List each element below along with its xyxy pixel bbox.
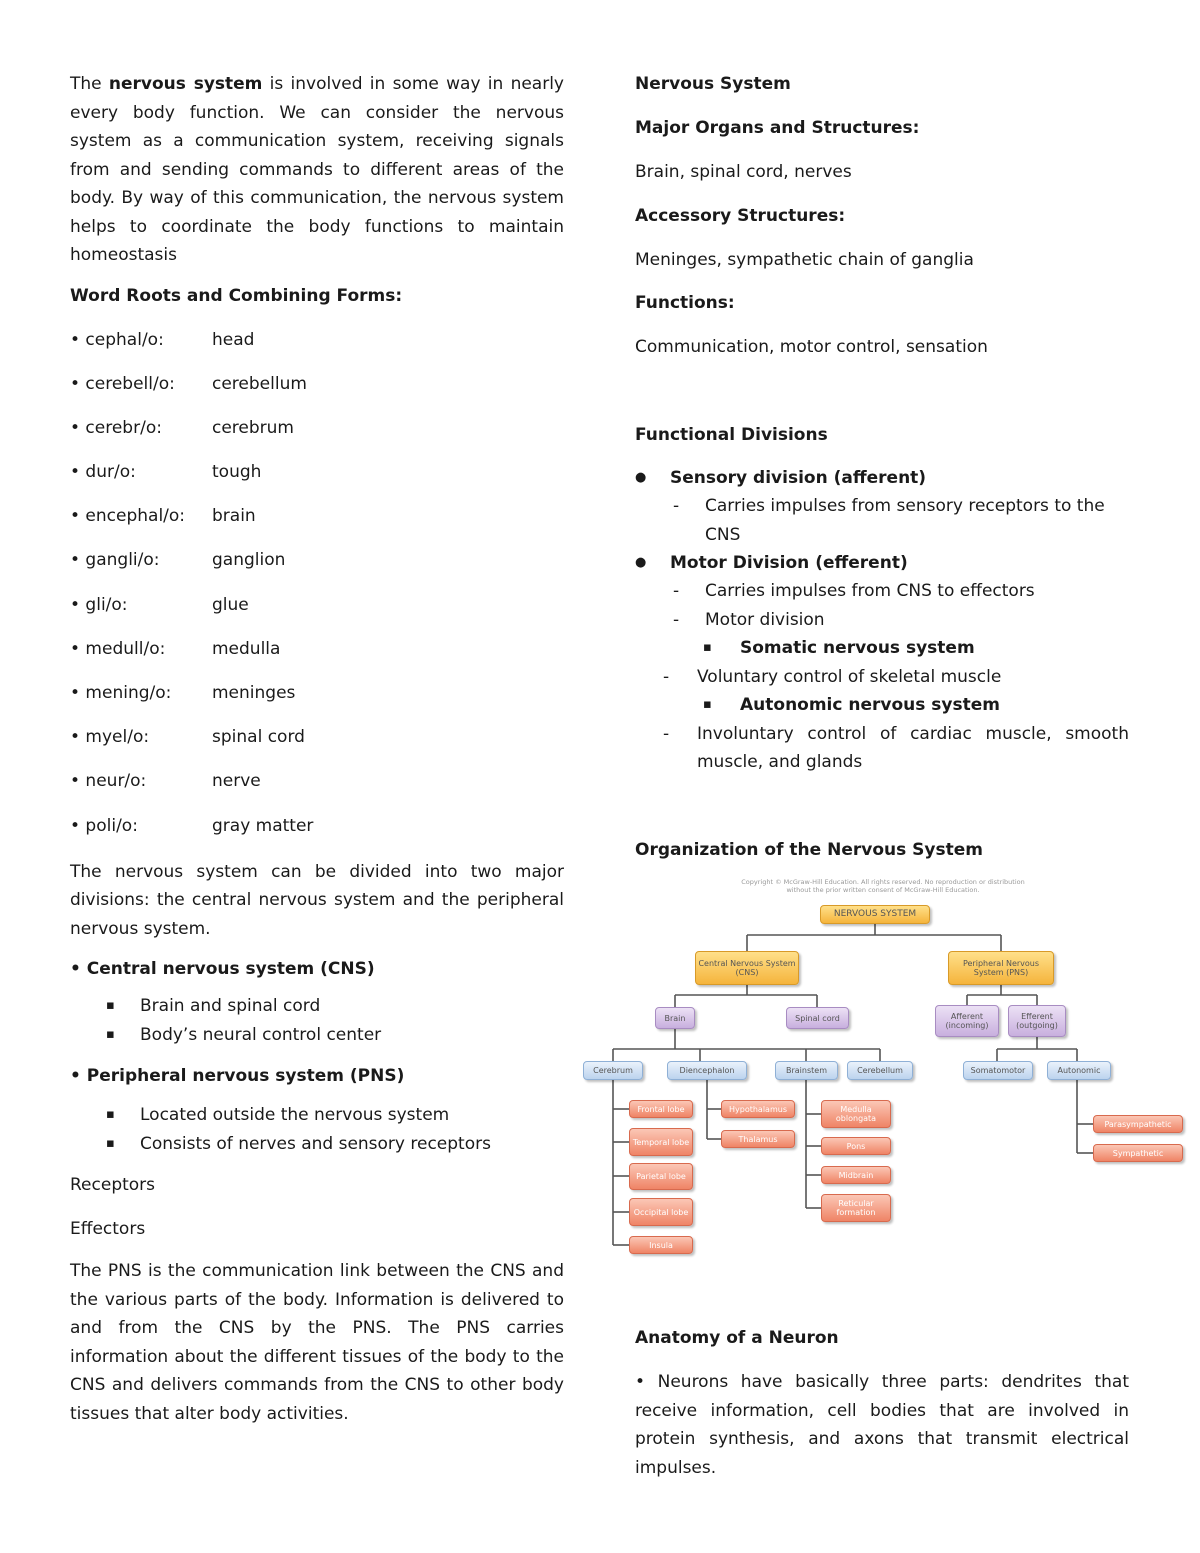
word-root-meaning: brain [212,506,256,527]
parasympathetic-node: Parasympathetic [1093,1115,1183,1133]
efferent-node: Efferent (outgoing) [1008,1005,1066,1037]
word-root-row [70,638,564,660]
copyright-notice: Copyright © McGraw-Hill Education. All rights reserved. No reproduction or distribution without the prior written consent of McGraw-Hill Education. [741,878,1025,894]
somatomotor-node: Somatomotor [963,1061,1033,1080]
word-root-row [70,461,564,483]
somatic-description: - Voluntary control of skeletal muscle [635,663,1129,692]
anatomy-heading: Anatomy of a Neuron [635,1328,839,1348]
section-title: Nervous System [635,74,791,94]
cns-list [70,992,564,1049]
functions-heading: Functions: [635,293,735,313]
word-root-meaning: meninges [212,683,296,703]
word-root-meaning: gray matter [212,815,314,836]
accessory-heading: Accessory Structures: [635,206,846,226]
word-roots-list [70,329,564,837]
word-root-meaning: head [212,329,255,350]
effectors-label: Effectors [70,1219,146,1240]
autonomic-description: - Involuntary control of cardiac muscle, smooth muscle, and glands [635,720,1129,777]
parietal-lobe-node: Parietal lobe [629,1163,693,1190]
occipital-lobe-node: Occipital lobe [629,1198,693,1226]
brainstem-node: Brainstem [775,1061,838,1080]
word-root-row [70,815,564,837]
spinal-cord-node: Spinal cord [786,1007,849,1029]
word-root-row [70,329,564,351]
word-root-meaning: tough [212,462,262,483]
word-root-row [70,594,564,616]
frontal-lobe-node: Frontal lobe [629,1100,693,1118]
word-root-row [70,682,564,704]
word-root-meaning: cerebellum [212,373,307,394]
right-column [635,70,1129,861]
thalamus-node: Thalamus [721,1130,795,1148]
word-root-row [70,373,564,395]
motor-division: ● Motor Division (efferent) [635,549,1129,577]
word-root-meaning: spinal cord [212,727,305,748]
organs-heading: Major Organs and Structures: [635,118,920,138]
intro-paragraph [70,70,564,270]
word-root-row [70,549,564,571]
word-root-row [70,505,564,527]
word-root-row [70,726,564,748]
organization-heading: Organization of the Nervous System [635,839,983,860]
word-roots-heading: Word Roots and Combining Forms: [70,285,403,306]
hypothalamus-node: Hypothalamus [721,1100,795,1118]
motor-division-label: - Motor division [635,606,1129,635]
somatic-heading: ▪ Somatic nervous system [635,634,1129,663]
word-root-term: • gli/o: [70,594,128,615]
word-root-meaning: nerve [212,771,261,792]
pns-node: Peripheral Nervous System (PNS) [948,951,1054,985]
pns-heading: • Peripheral nervous system (PNS) [70,1066,405,1087]
temporal-lobe-node: Temporal lobe [629,1128,693,1156]
list-item: ▪ Body’s neural control center [70,1021,564,1050]
pns-list [70,1101,564,1158]
midbrain-node: Midbrain [821,1166,891,1184]
word-root-term: • cerebell/o: [70,373,175,394]
word-root-meaning: cerebrum [212,417,294,438]
list-item: ▪ Located outside the nervous system [70,1101,564,1130]
word-root-term: • myel/o: [70,727,150,748]
word-root-term: • cephal/o: [70,329,164,350]
sensory-description: - Carries impulses from sensory receptors to the CNS [635,492,1129,549]
cns-heading: • Central nervous system (CNS) [70,959,375,980]
anatomy-section [635,1327,1129,1482]
list-item: ▪ Brain and spinal cord [70,992,564,1021]
autonomic-heading: ▪ Autonomic nervous system [635,691,1129,720]
accessory-text: Meninges, sympathetic chain of ganglia [635,250,974,270]
word-root-term: • gangli/o: [70,550,160,571]
sympathetic-node: Sympathetic [1093,1144,1183,1162]
functions-text: Communication, motor control, sensation [635,337,988,357]
cerebellum-node: Cerebellum [847,1061,913,1080]
nervous-system-node: NERVOUS SYSTEM [820,905,930,924]
nervous-system-organization-chart [583,875,1193,1265]
sensory-division: ● Sensory division (afferent) [635,464,1129,492]
divisions-paragraph: The nervous system can be divided into two major divisions: the central nervous system and the peripheral nervous system. [70,861,564,939]
afferent-node: Afferent (incoming) [935,1005,999,1037]
brain-node: Brain [655,1007,695,1029]
motor-description: - Carries impulses from CNS to effectors [635,577,1129,606]
intro-bold-term: nervous system [108,74,263,94]
diencephalon-node: Diencephalon [667,1061,747,1080]
left-column [70,70,564,1428]
pns-paragraph: The PNS is the communication link between the CNS and the various parts of the body. Information is delivered to and from the CNS by the PNS. The PNS carries information about the different tissues of the body to the CNS and delivers commands from the CNS to other body tissues that alter body activities. [70,1261,564,1424]
pons-node: Pons [821,1137,891,1155]
reticular-formation-node: Reticular formation [821,1194,891,1222]
word-root-row [70,417,564,439]
word-root-term: • encephal/o: [70,506,186,527]
word-root-meaning: glue [212,594,249,615]
word-root-term: • poli/o: [70,815,138,836]
word-root-term: • dur/o: [70,462,136,483]
insula-node: Insula [629,1236,693,1254]
cns-node: Central Nervous System (CNS) [695,951,799,985]
list-item: ▪ Consists of nerves and sensory receptors [70,1130,564,1159]
intro-text-end: is involved in some way in nearly every body function. We can consider the nervous system as a communication system, receiving signals from and sending commands to different areas of the body. By way of this communication, the nervous system helps to coordinate the body functions to maintain homeostasis [70,74,564,265]
word-root-row [70,770,564,792]
anatomy-paragraph: • Neurons have basically three parts: dendrites that receive information, cell bodies that are involved in protein synthesis, and axons that transmit electrical impulses. [635,1372,1129,1478]
autonomic-node: Autonomic [1047,1061,1111,1080]
medulla-oblongata-node: Medulla oblongata [821,1100,891,1128]
organs-text: Brain, spinal cord, nerves [635,162,852,182]
word-root-term: • neur/o: [70,771,147,792]
word-root-meaning: medulla [212,638,281,659]
cerebrum-node: Cerebrum [583,1061,643,1080]
intro-text-start: The [70,74,109,94]
word-root-term: • mening/o: [70,683,172,703]
word-root-term: • medull/o: [70,638,166,659]
functional-divisions-heading: Functional Divisions [635,425,828,445]
word-root-term: • cerebr/o: [70,417,162,438]
receptors-label: Receptors [70,1175,156,1196]
word-root-meaning: ganglion [212,550,286,571]
